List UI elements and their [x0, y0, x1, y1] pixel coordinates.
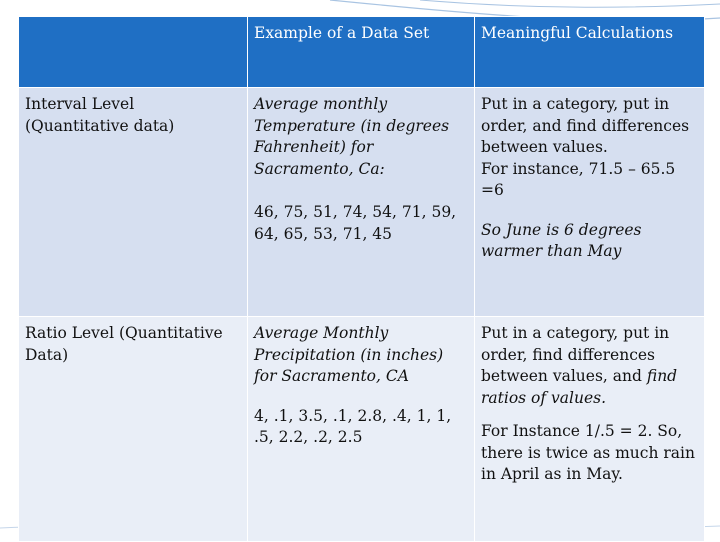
calc-example: For Instance 1/.5 = 2. So, there is twice as much rain in April as in May.: [481, 422, 695, 483]
calc-example: For instance, 71.5 – 65.5 =6: [481, 159, 676, 199]
header-corner-cell: [19, 17, 248, 88]
header-calculations: Meaningful Calculations: [475, 17, 705, 88]
example-title: Average Monthly Precipitation (in inches) for Sacramento, CA: [254, 324, 444, 385]
calc-text: Put in a category, put in order, and find differences between values.: [481, 95, 690, 156]
example-values: 4, .1, 3.5, .1, 2.8, .4, 1, 1, .5, 2.2, .2, 2.5: [254, 406, 452, 446]
example-values: 46, 75, 51, 74, 54, 71, 59, 64, 65, 53, 71, 45: [254, 203, 457, 243]
levels-table: [18, 16, 705, 542]
level-label-interval: Interval Level (Quantitative data): [19, 88, 248, 317]
calc-text-italic: find ratios of values.: [481, 367, 678, 407]
table-row: [19, 317, 705, 542]
calc-cell-ratio: [475, 317, 705, 542]
table-header-row: [19, 17, 705, 88]
calc-note: So June is 6 degrees warmer than May: [481, 220, 642, 260]
calc-text: Put in a category, put in order, find differences between values, and: [481, 324, 670, 385]
table-row: [19, 88, 705, 317]
example-title: Average monthly Temperature (in degrees Fahrenheit) for Sacramento, Ca:: [254, 95, 450, 178]
calc-cell-interval: [475, 88, 705, 317]
level-label-ratio: Ratio Level (Quantitative Data): [19, 317, 248, 542]
header-example: Example of a Data Set: [248, 17, 475, 88]
example-cell-ratio: [248, 317, 475, 542]
example-cell-interval: [248, 88, 475, 317]
